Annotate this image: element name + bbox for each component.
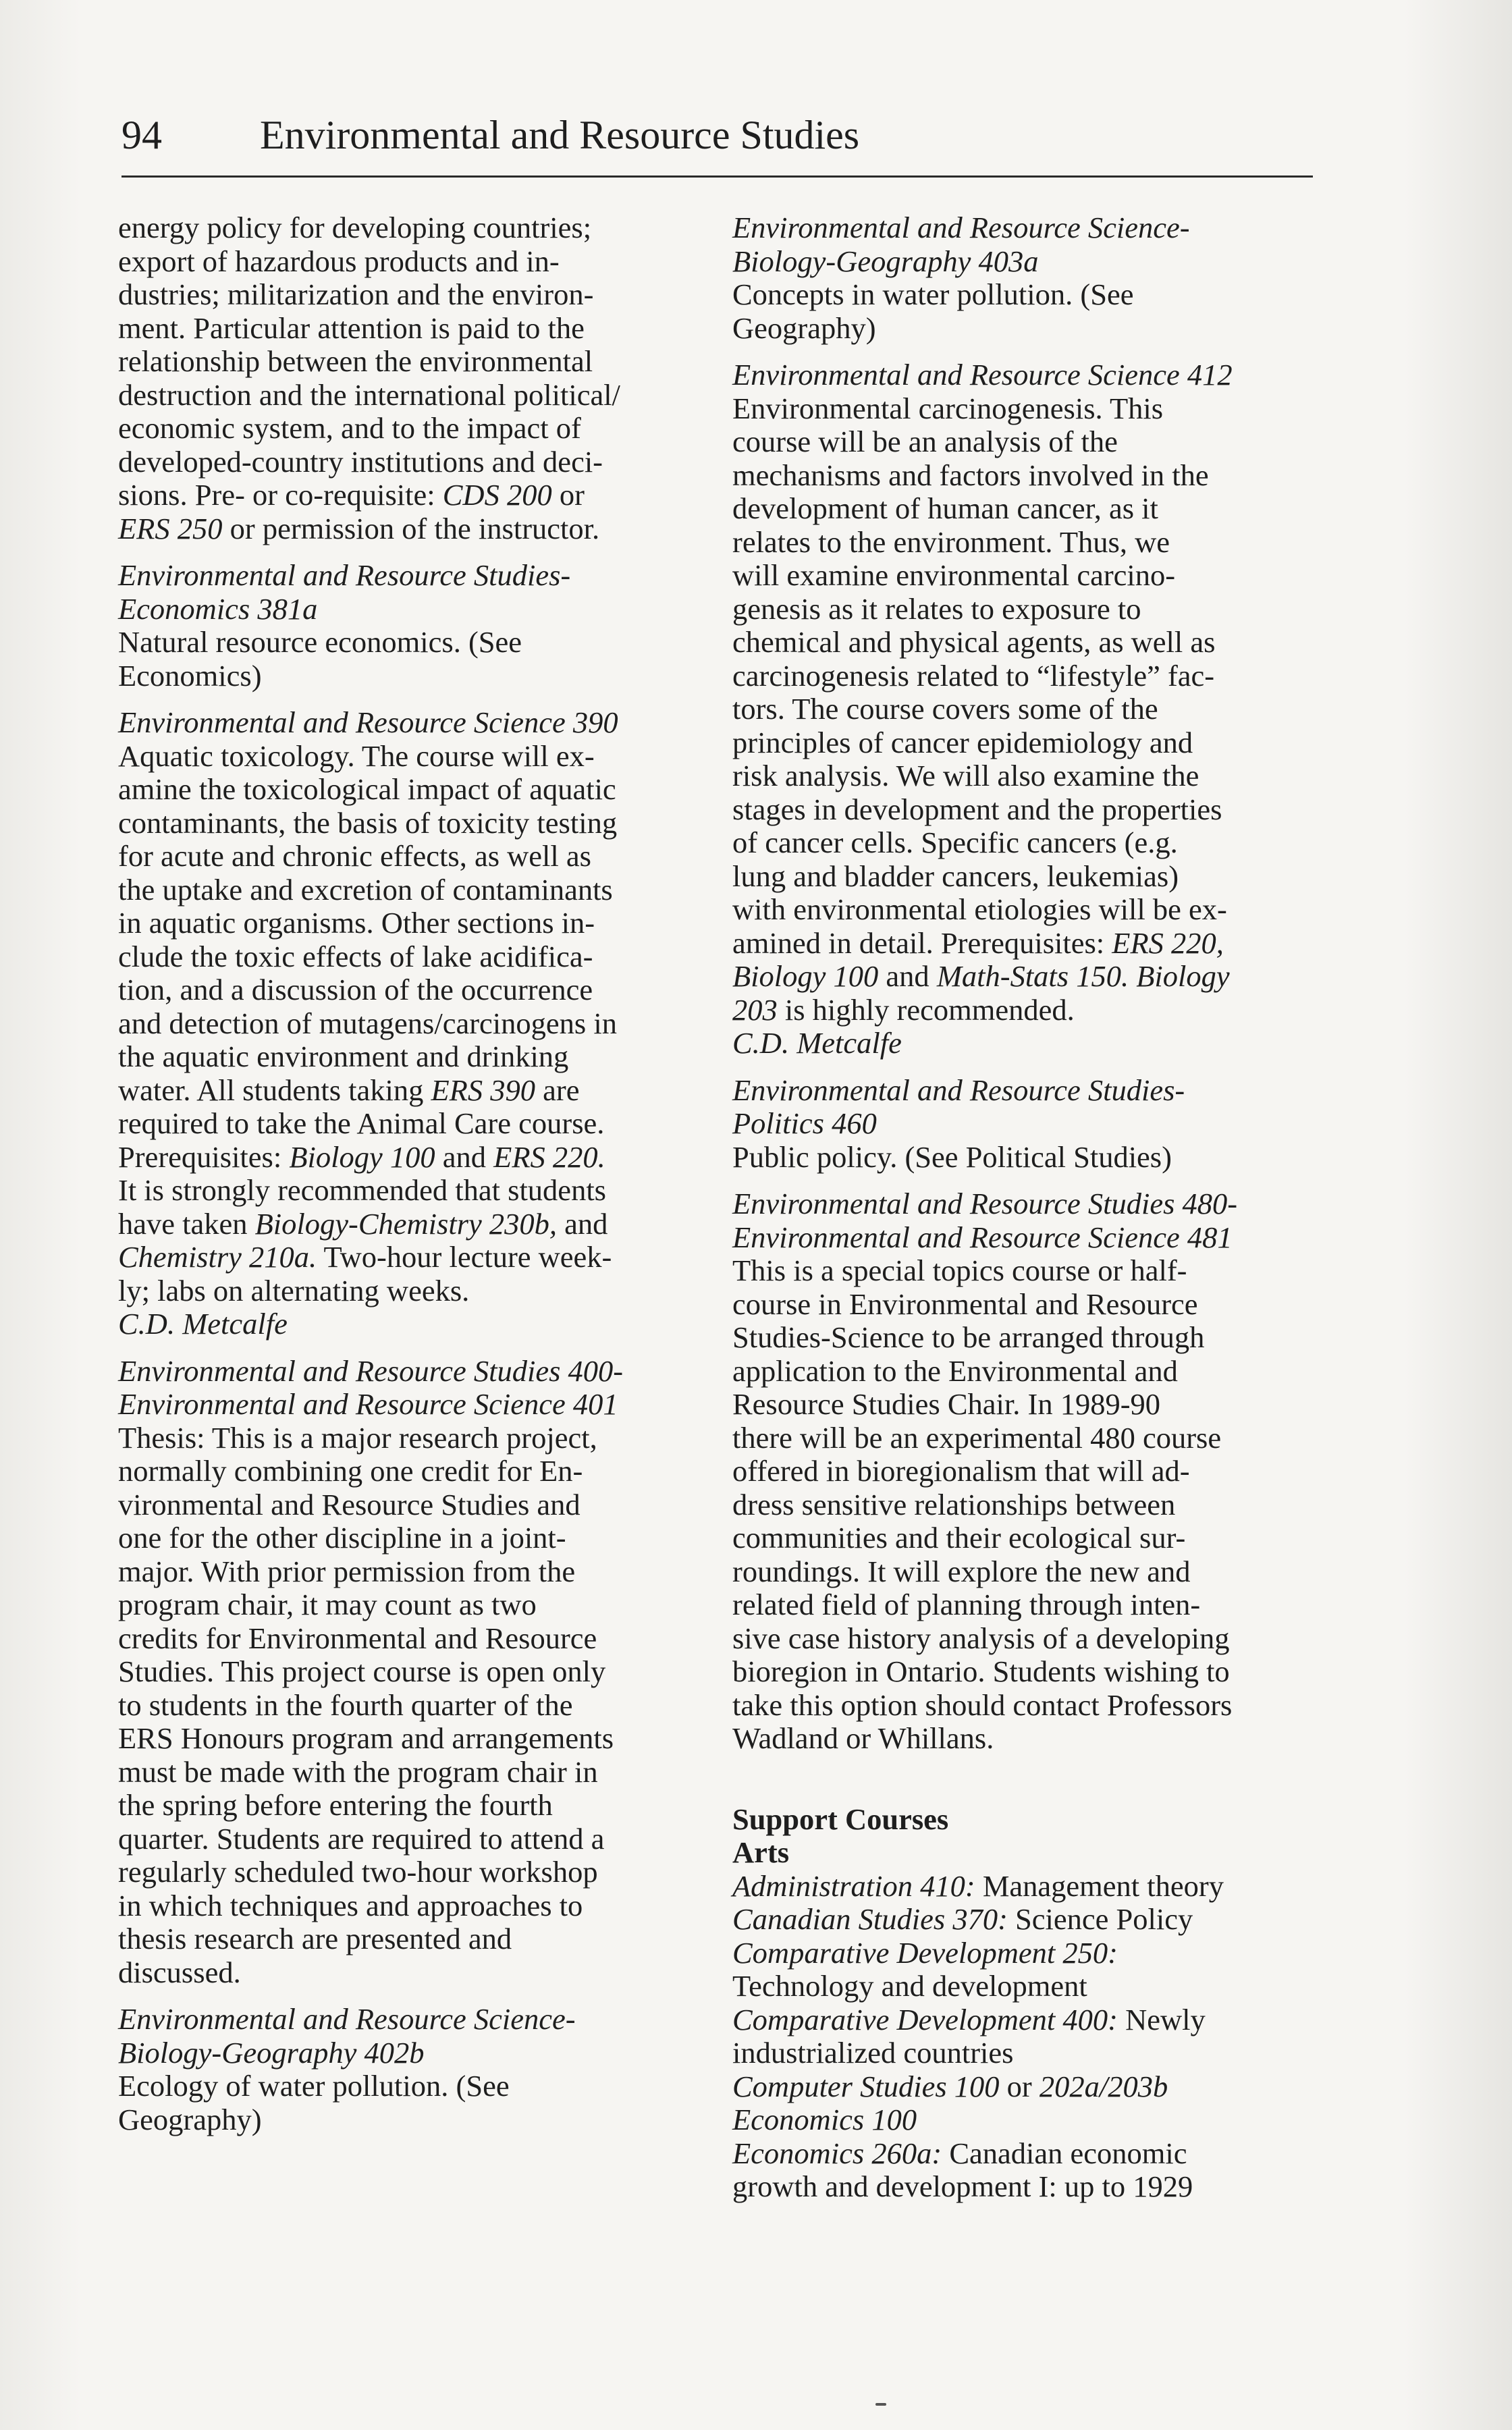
left-column — [118, 211, 685, 2150]
support-course-item — [732, 2003, 1313, 2037]
text-line — [118, 1141, 685, 1174]
text-line — [118, 1241, 685, 1274]
course-entry-ers-480 — [732, 1187, 1313, 1756]
text-line: the uptake and excretion of contaminants — [118, 872, 613, 907]
text-line: carcinogenesis related to “lifestyle” fac- — [732, 658, 1215, 693]
course-ref: Economics 260a: — [732, 2136, 942, 2170]
text-line: will examine environmental carcino- — [732, 558, 1176, 592]
support-course-item — [732, 1870, 1313, 1904]
course-entry-ers-412 — [732, 358, 1313, 1060]
text-line: to students in the fourth quarter of the — [118, 1688, 573, 1722]
course-title: Environmental and Resource Studies 400- — [118, 1353, 624, 1388]
text-line: ment. Particular attention is paid to the — [118, 310, 585, 345]
text-run: Two-hour lecture week- — [317, 1240, 612, 1274]
course-entry-ers-381a — [118, 559, 685, 693]
text-line: course will be an analysis of the — [732, 425, 1118, 458]
course-description: Concepts in water pollution. (See — [732, 277, 1134, 311]
course-entry-ers-460 — [732, 1074, 1313, 1174]
instructor-name: C.D. Metcalfe — [732, 1026, 902, 1060]
course-ref: Canadian Studies 370: — [732, 1902, 1008, 1936]
course-ref: Comparative Development 250: — [732, 1935, 1118, 1970]
running-head: Environmental and Resource Studies — [260, 113, 860, 157]
support-courses-section — [732, 1803, 1313, 2204]
text-run: Canadian economic — [942, 2136, 1187, 2170]
text-run: Science Policy — [1007, 1902, 1193, 1936]
text-line — [118, 1074, 685, 1108]
text-line: take this option should contact Professors — [732, 1688, 1233, 1722]
text-line — [118, 1208, 685, 1241]
course-title: Environmental and Resource Science- — [732, 211, 1190, 244]
course-ref: 202a/203b — [1039, 2069, 1168, 2103]
text-line: stages in development and the properties — [732, 792, 1222, 826]
course-ref: 203 — [732, 992, 778, 1027]
text-line: communities and their ecological sur- — [732, 1521, 1186, 1555]
course-title: Environmental and Resource Science 412 — [732, 358, 1233, 392]
text-line — [732, 994, 1313, 1027]
text-line: risk analysis. We will also examine the — [732, 759, 1199, 792]
course-entry-ers-403a — [732, 211, 1313, 345]
course-title: Environmental and Resource Science 390 — [118, 705, 618, 739]
text-line: genesis as it relates to exposure to — [732, 591, 1141, 626]
text-line: bioregion in Ontario. Students wishing to — [732, 1654, 1230, 1688]
text-line: Aquatic toxicology. The course will ex- — [118, 738, 595, 773]
text-run: Newly — [1117, 2002, 1206, 2036]
course-title: Biology-Geography 403a — [732, 244, 1039, 278]
text-line: course in Environmental and Resource — [732, 1287, 1198, 1321]
text-line: amine the toxicological impact of aquatic — [118, 772, 616, 806]
course-ref: Administration 410: — [732, 1868, 975, 1903]
text-line: major. With prior permission from the — [118, 1554, 576, 1588]
course-ref: ERS 220, — [1112, 925, 1224, 960]
text-line: required to take the Animal Care course. — [118, 1106, 605, 1140]
course-title: Environmental and Resource Studies- — [118, 558, 571, 592]
course-title: Environmental and Resource Science- — [118, 2002, 576, 2036]
course-ref: ERS 390 — [431, 1073, 535, 1107]
text-line: credits for Environmental and Resource — [118, 1621, 597, 1655]
text-line: economic system, and to the impact of — [118, 411, 581, 445]
text-line: tors. The course covers some of the — [732, 692, 1158, 726]
course-ref: Biology 100 — [289, 1139, 435, 1174]
text-line: relationship between the environmental — [118, 344, 593, 378]
course-description: Ecology of water pollution. (See — [118, 2069, 510, 2103]
course-ref: Economics 100 — [732, 2103, 917, 2136]
course-description: Public policy. (See Political Studies) — [732, 1139, 1172, 1174]
text-line: Wadland or Whillans. — [732, 1721, 994, 1755]
text-line: Resource Studies Chair. In 1989-90 — [732, 1387, 1161, 1421]
course-ref: Comparative Development 400: — [732, 2002, 1118, 2036]
text-line: It is strongly recommended that students — [118, 1173, 606, 1207]
text-line: related field of planning through inten- — [732, 1588, 1201, 1621]
text-line: vironmental and Resource Studies and — [118, 1487, 580, 1521]
text-run: amined in detail. Prerequisites: — [732, 925, 1112, 960]
text-line: ERS Honours program and arrangements — [118, 1721, 614, 1755]
text-run: or permission of the instructor. — [222, 511, 600, 545]
text-line: there will be an experimental 480 course — [732, 1420, 1222, 1455]
instructor-name: C.D. Metcalfe — [118, 1307, 288, 1341]
text-line: Thesis: This is a major research project, — [118, 1420, 597, 1455]
text-run: and — [878, 959, 937, 993]
course-title: Environmental and Resource Studies 480- — [732, 1187, 1238, 1220]
text-line: Studies. This project course is open only — [118, 1654, 606, 1688]
course-description: Geography) — [732, 310, 876, 345]
course-title: Environmental and Resource Studies- — [732, 1073, 1185, 1107]
text-run: and — [557, 1206, 608, 1241]
text-line: of cancer cells. Specific cancers (e.g. — [732, 826, 1178, 859]
text-line: the aquatic environment and drinking — [118, 1040, 569, 1073]
text-line: for acute and chronic effects, as well as — [118, 839, 591, 873]
text-line — [732, 960, 1313, 994]
text-line: energy policy for developing countries; — [118, 211, 592, 244]
support-course-item — [732, 2137, 1313, 2171]
course-ref: Math-Stats 150. Biology — [936, 959, 1230, 993]
text-line: developed-country institutions and deci- — [118, 444, 603, 479]
text-line: thesis research are presented and — [118, 1922, 512, 1955]
section-heading: Support Courses — [732, 1802, 949, 1836]
support-course-item: Technology and development — [732, 1969, 1087, 2003]
course-entry-ers-390 — [118, 706, 685, 1341]
course-description: Geography) — [118, 2102, 262, 2136]
text-run: sions. Pre- or co-requisite: — [118, 478, 443, 512]
text-line: destruction and the international political/ — [118, 377, 620, 412]
course-entry-ers-400 — [118, 1355, 685, 1990]
text-run: are — [535, 1073, 580, 1107]
course-title: Environmental and Resource Science 481 — [732, 1220, 1233, 1254]
text-line: dustries; militarization and the environ- — [118, 277, 594, 311]
text-line: normally combining one credit for En- — [118, 1454, 583, 1488]
text-line: Environmental carcinogenesis. This — [732, 391, 1164, 425]
text-line: discussed. — [118, 1955, 241, 1989]
support-course-item — [732, 1903, 1313, 1937]
text-line: and detection of mutagens/carcinogens in — [118, 1006, 617, 1040]
course-description: Economics) — [118, 658, 262, 693]
text-run: have taken — [118, 1206, 255, 1241]
page-header — [122, 108, 1313, 178]
course-ref: Biology-Chemistry 230b, — [254, 1206, 558, 1241]
course-ref: CDS 200 — [442, 478, 552, 512]
course-entry-ers-402b — [118, 2003, 685, 2136]
text-line: clude the toxic effects of lake acidifica- — [118, 939, 593, 973]
support-course-item: growth and development I: up to 1929 — [732, 2169, 1193, 2203]
course-title: Politics 460 — [732, 1106, 877, 1140]
intro-continuation — [118, 211, 685, 545]
section-spacer — [732, 1769, 1313, 1803]
text-run: or — [551, 478, 585, 512]
course-title: Environmental and Resource Science 401 — [118, 1387, 618, 1421]
text-line: chemical and physical agents, as well as — [732, 625, 1216, 659]
text-line: export of hazardous products and in- — [118, 244, 560, 278]
print-speck — [875, 2403, 886, 2406]
text-line: quarter. Students are required to attend a — [118, 1821, 605, 1856]
text-line: contaminants, the basis of toxicity testing — [118, 805, 618, 840]
course-ref: Computer Studies 100 — [732, 2069, 1000, 2103]
course-title: Biology-Geography 402b — [118, 2035, 425, 2070]
text-run: water. All students taking — [118, 1073, 431, 1107]
text-line: offered in bioregionalism that will ad- — [732, 1454, 1190, 1488]
text-line: with environmental etiologies will be ex- — [732, 892, 1227, 926]
text-line: must be made with the program chair in — [118, 1754, 598, 1789]
text-line — [118, 479, 685, 512]
course-ref: Biology 100 — [732, 959, 879, 993]
course-title: Economics 381a — [118, 591, 318, 626]
text-line: tion, and a discussion of the occurrence — [118, 973, 593, 1006]
text-line: program chair, it may count as two — [118, 1588, 537, 1621]
text-line: sive case history analysis of a developing — [732, 1621, 1230, 1655]
text-line: development of human cancer, as it — [732, 491, 1158, 525]
text-line: in aquatic organisms. Other sections in- — [118, 906, 595, 940]
text-line: Studies-Science to be arranged through — [732, 1320, 1205, 1354]
text-line: dress sensitive relationships between — [732, 1487, 1176, 1521]
right-column — [732, 211, 1313, 2217]
course-ref: ERS 220. — [493, 1139, 605, 1174]
text-line: the spring before entering the fourth — [118, 1788, 553, 1822]
text-line: relates to the environment. Thus, we — [732, 524, 1170, 559]
text-line: roundings. It will explore the new and — [732, 1554, 1191, 1588]
course-ref: Chemistry 210a. — [118, 1240, 317, 1274]
text-line: principles of cancer epidemiology and — [732, 725, 1193, 759]
text-line: one for the other discipline in a joint- — [118, 1521, 566, 1555]
text-run: is highly recommended. — [777, 992, 1075, 1027]
text-run: or — [999, 2069, 1040, 2103]
text-line: This is a special topics course or half- — [732, 1253, 1187, 1287]
support-course-item — [732, 2070, 1313, 2104]
text-run: Management theory — [975, 1868, 1224, 1903]
support-course-item — [732, 1937, 1313, 1970]
text-line: lung and bladder cancers, leukemias) — [732, 859, 1179, 893]
text-run: and — [435, 1139, 494, 1174]
text-line: ly; labs on alternating weeks. — [118, 1273, 470, 1307]
course-description: Natural resource economics. (See — [118, 625, 522, 659]
page-number: 94 — [122, 113, 162, 157]
text-line: mechanisms and factors involved in the — [732, 458, 1209, 492]
course-ref: ERS 250 — [118, 511, 223, 545]
text-line — [118, 512, 685, 546]
text-line: regularly scheduled two-hour workshop — [118, 1855, 598, 1889]
support-course-item — [732, 2103, 1313, 2137]
text-line — [732, 927, 1313, 961]
support-course-item: industrialized countries — [732, 2036, 1014, 2070]
text-line: application to the Environmental and — [732, 1353, 1178, 1388]
text-line: in which techniques and approaches to — [118, 1888, 583, 1922]
text-run: Prerequisites: — [118, 1139, 290, 1174]
section-subheading: Arts — [732, 1835, 790, 1869]
